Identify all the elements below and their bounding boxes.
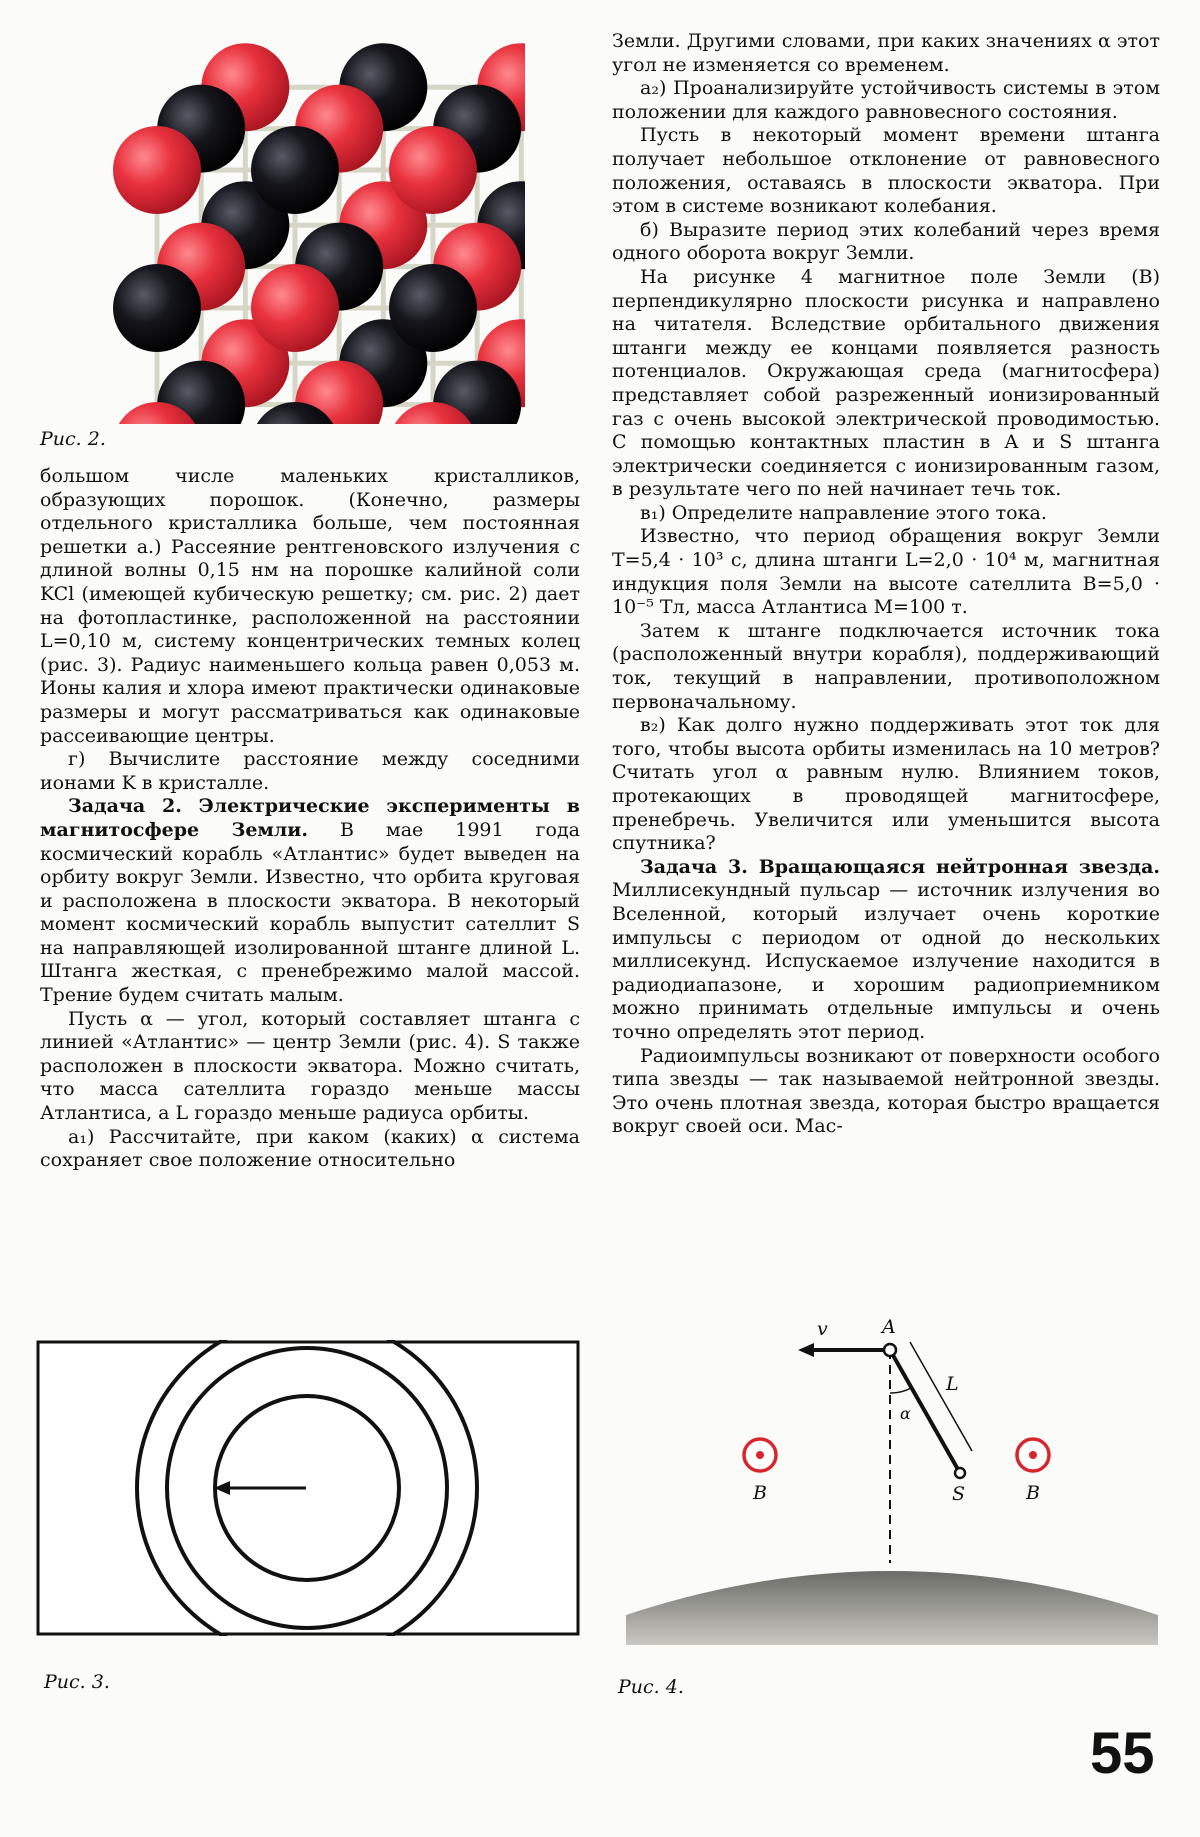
task-3-title: Задача 3. Вращающаяся нейтронная звезда. bbox=[640, 855, 1160, 878]
angle-arc bbox=[890, 1388, 911, 1393]
figure-4-caption: Рис. 4. bbox=[618, 1676, 684, 1698]
length-indicator bbox=[910, 1342, 972, 1451]
atlantis-point bbox=[884, 1344, 896, 1356]
label-S: S bbox=[952, 1483, 966, 1505]
label-L: L bbox=[946, 1373, 959, 1395]
field-dot-right bbox=[1029, 1451, 1037, 1459]
figure-3-caption: Рис. 3. bbox=[44, 1671, 110, 1693]
paragraph: Радиоимпульсы возникают от поверхности особого типа звезды — так называемой нейтронной звезды. Это очень плотная звезда, которая быстро вращается вокруг своей оси. Мас- bbox=[612, 1044, 1160, 1138]
tether-satellite-figure bbox=[612, 1315, 1168, 1645]
right-column bbox=[612, 30, 1160, 1139]
question-b: б) Выразите период этих колебаний через время одного оборота вокруг Земли. bbox=[612, 218, 1160, 265]
label-A: A bbox=[882, 1316, 896, 1338]
kcl-crystal-lattice-figure bbox=[95, 22, 525, 424]
question-a1: a₁) Рассчитайте, при каком (каких) α система сохраняет свое положение относительно bbox=[40, 1125, 580, 1172]
paragraph: Затем к штанге подключается источник тока (расположенный внутри корабля), поддерживающий ток, текущий в направлении, противоположном первоначальному. bbox=[612, 619, 1160, 713]
question-a2: a₂) Проанализируйте устойчивость системы в этом положении для каждого равновесного состояния. bbox=[612, 77, 1160, 123]
diffraction-rings-figure bbox=[36, 1340, 580, 1636]
potassium-ion bbox=[113, 264, 201, 352]
label-B-left: B bbox=[753, 1482, 767, 1504]
chlorine-ion bbox=[251, 264, 339, 352]
paragraph: На рисунке 4 магнитное поле Земли (B) перпендикулярно плоскости рисунка и направлено на читателя. Вследствие орбитального движения штанги между ее концами появляется разность потенциалов. Окружающая среда (магнитосфера) представляет собой разреженный ионизированный газ с очень высокой электрической проводимостью. С помощью контактных пластин в A и S штанга электрически соединяется с ионизированным газом, в результате чего по ней начинает течь ток. bbox=[612, 265, 1160, 501]
paragraph: большом числе маленьких кристалликов, образующих порошок. (Конечно, размеры отдельного кристаллика больше, чем постоянная решетки a.) Рассеяние рентгеновского излучения с длиной волны 0,15 нм на порошке калийной соли KCl (имеющей кубическую решетку; см. рис. 2) дает на фотопластинке, расположенной на расстоянии L=0,10 м, систему концентрических темных колец (рис. 3). Радиус наименьшего кольца равен 0,053 м. Ионы калия и хлора имеют практически одинаковые размеры и могут рассматриваться как одинаковые рассеивающие центры. bbox=[40, 465, 580, 747]
chlorine-ion bbox=[113, 126, 201, 214]
question-g: г) Вычислите расстояние между соседними ионами K в кристалле. bbox=[40, 748, 580, 794]
figure-2-caption: Рис. 2. bbox=[40, 428, 106, 450]
field-dot-left bbox=[756, 1451, 764, 1459]
paragraph: Пусть α — угол, который составляет штанга с линией «Атлантис» — центр Земли (рис. 4). S также расположен в плоскости экватора. Можно считать, что масса сателлита гораздо меньше массы Атлантиса, а L гораздо меньше радиуса орбиты. bbox=[40, 1007, 580, 1125]
velocity-arrowhead bbox=[798, 1343, 814, 1357]
photo-plate-frame bbox=[38, 1342, 578, 1634]
question-v1: в₁) Определите направление этого тока. bbox=[640, 501, 1047, 524]
label-alpha: α bbox=[900, 1404, 911, 1423]
task-2-intro: В мае 1991 года космический корабль «Атлантис» будет выведен на орбиту вокруг Земли. Известно, что орбита круговая и расположена в плоскости экватора. В некоторый момент космический корабль выпустит сателлит S на направляющей изолированной штанге длиной L. Штанга жесткая, с пренебрежимо малой массой. Трение будем считать малым. bbox=[40, 818, 580, 1007]
left-column bbox=[40, 465, 580, 1173]
question-v2: в₂) Как долго нужно поддерживать этот ток для того, чтобы высота орбиты изменилась на 10 метров? Считать угол α равным нулю. Влиянием токов, протекающих в проводящей магнитосфере, пренебречь. Увеличится или уменьшится высота спутника? bbox=[612, 714, 1160, 855]
paragraph: Известно, что период обращения вокруг Земли T=5,4 · 10³ с, длина штанги L=2,0 · 10⁴ м, магнитная индукция поля Земли на высоте сателлита B=5,0 · 10⁻⁵ Тл, масса Атлантиса M=100 т. bbox=[612, 525, 1160, 619]
task-2 bbox=[40, 795, 580, 1007]
task-3 bbox=[612, 856, 1160, 1045]
earth-surface bbox=[626, 1571, 1158, 1645]
paragraph: Пусть в некоторый момент времени штанга получает небольшое отклонение от равновесного положения, оставаясь в плоскости экватора. При этом в системе возникают колебания. bbox=[612, 124, 1160, 218]
page-number: 55 bbox=[1090, 1721, 1155, 1786]
paragraph: Земли. Другими словами, при каких значениях α этот угол не изменяется со временем. bbox=[612, 30, 1160, 76]
task-2-title: Задача 2. Электрические эксперименты в магнитосфере Земли. bbox=[40, 795, 580, 841]
potassium-ion bbox=[251, 126, 339, 214]
chlorine-ion bbox=[389, 126, 477, 214]
task-3-intro: Миллисекундный пульсар — источник излучения во Вселенной, который излучает очень короткие импульсы с периодом от одной до нескольких миллисекунд. Испускаемое излучение находится в радиодиапазоне, и хорошим радиоприемником можно принимать отдельные импульсы и очень точно определять этот период. bbox=[612, 879, 1160, 1043]
potassium-ion bbox=[389, 264, 477, 352]
satellite-point bbox=[955, 1468, 965, 1478]
label-B-right: B bbox=[1026, 1482, 1040, 1504]
label-v: v bbox=[817, 1318, 828, 1340]
